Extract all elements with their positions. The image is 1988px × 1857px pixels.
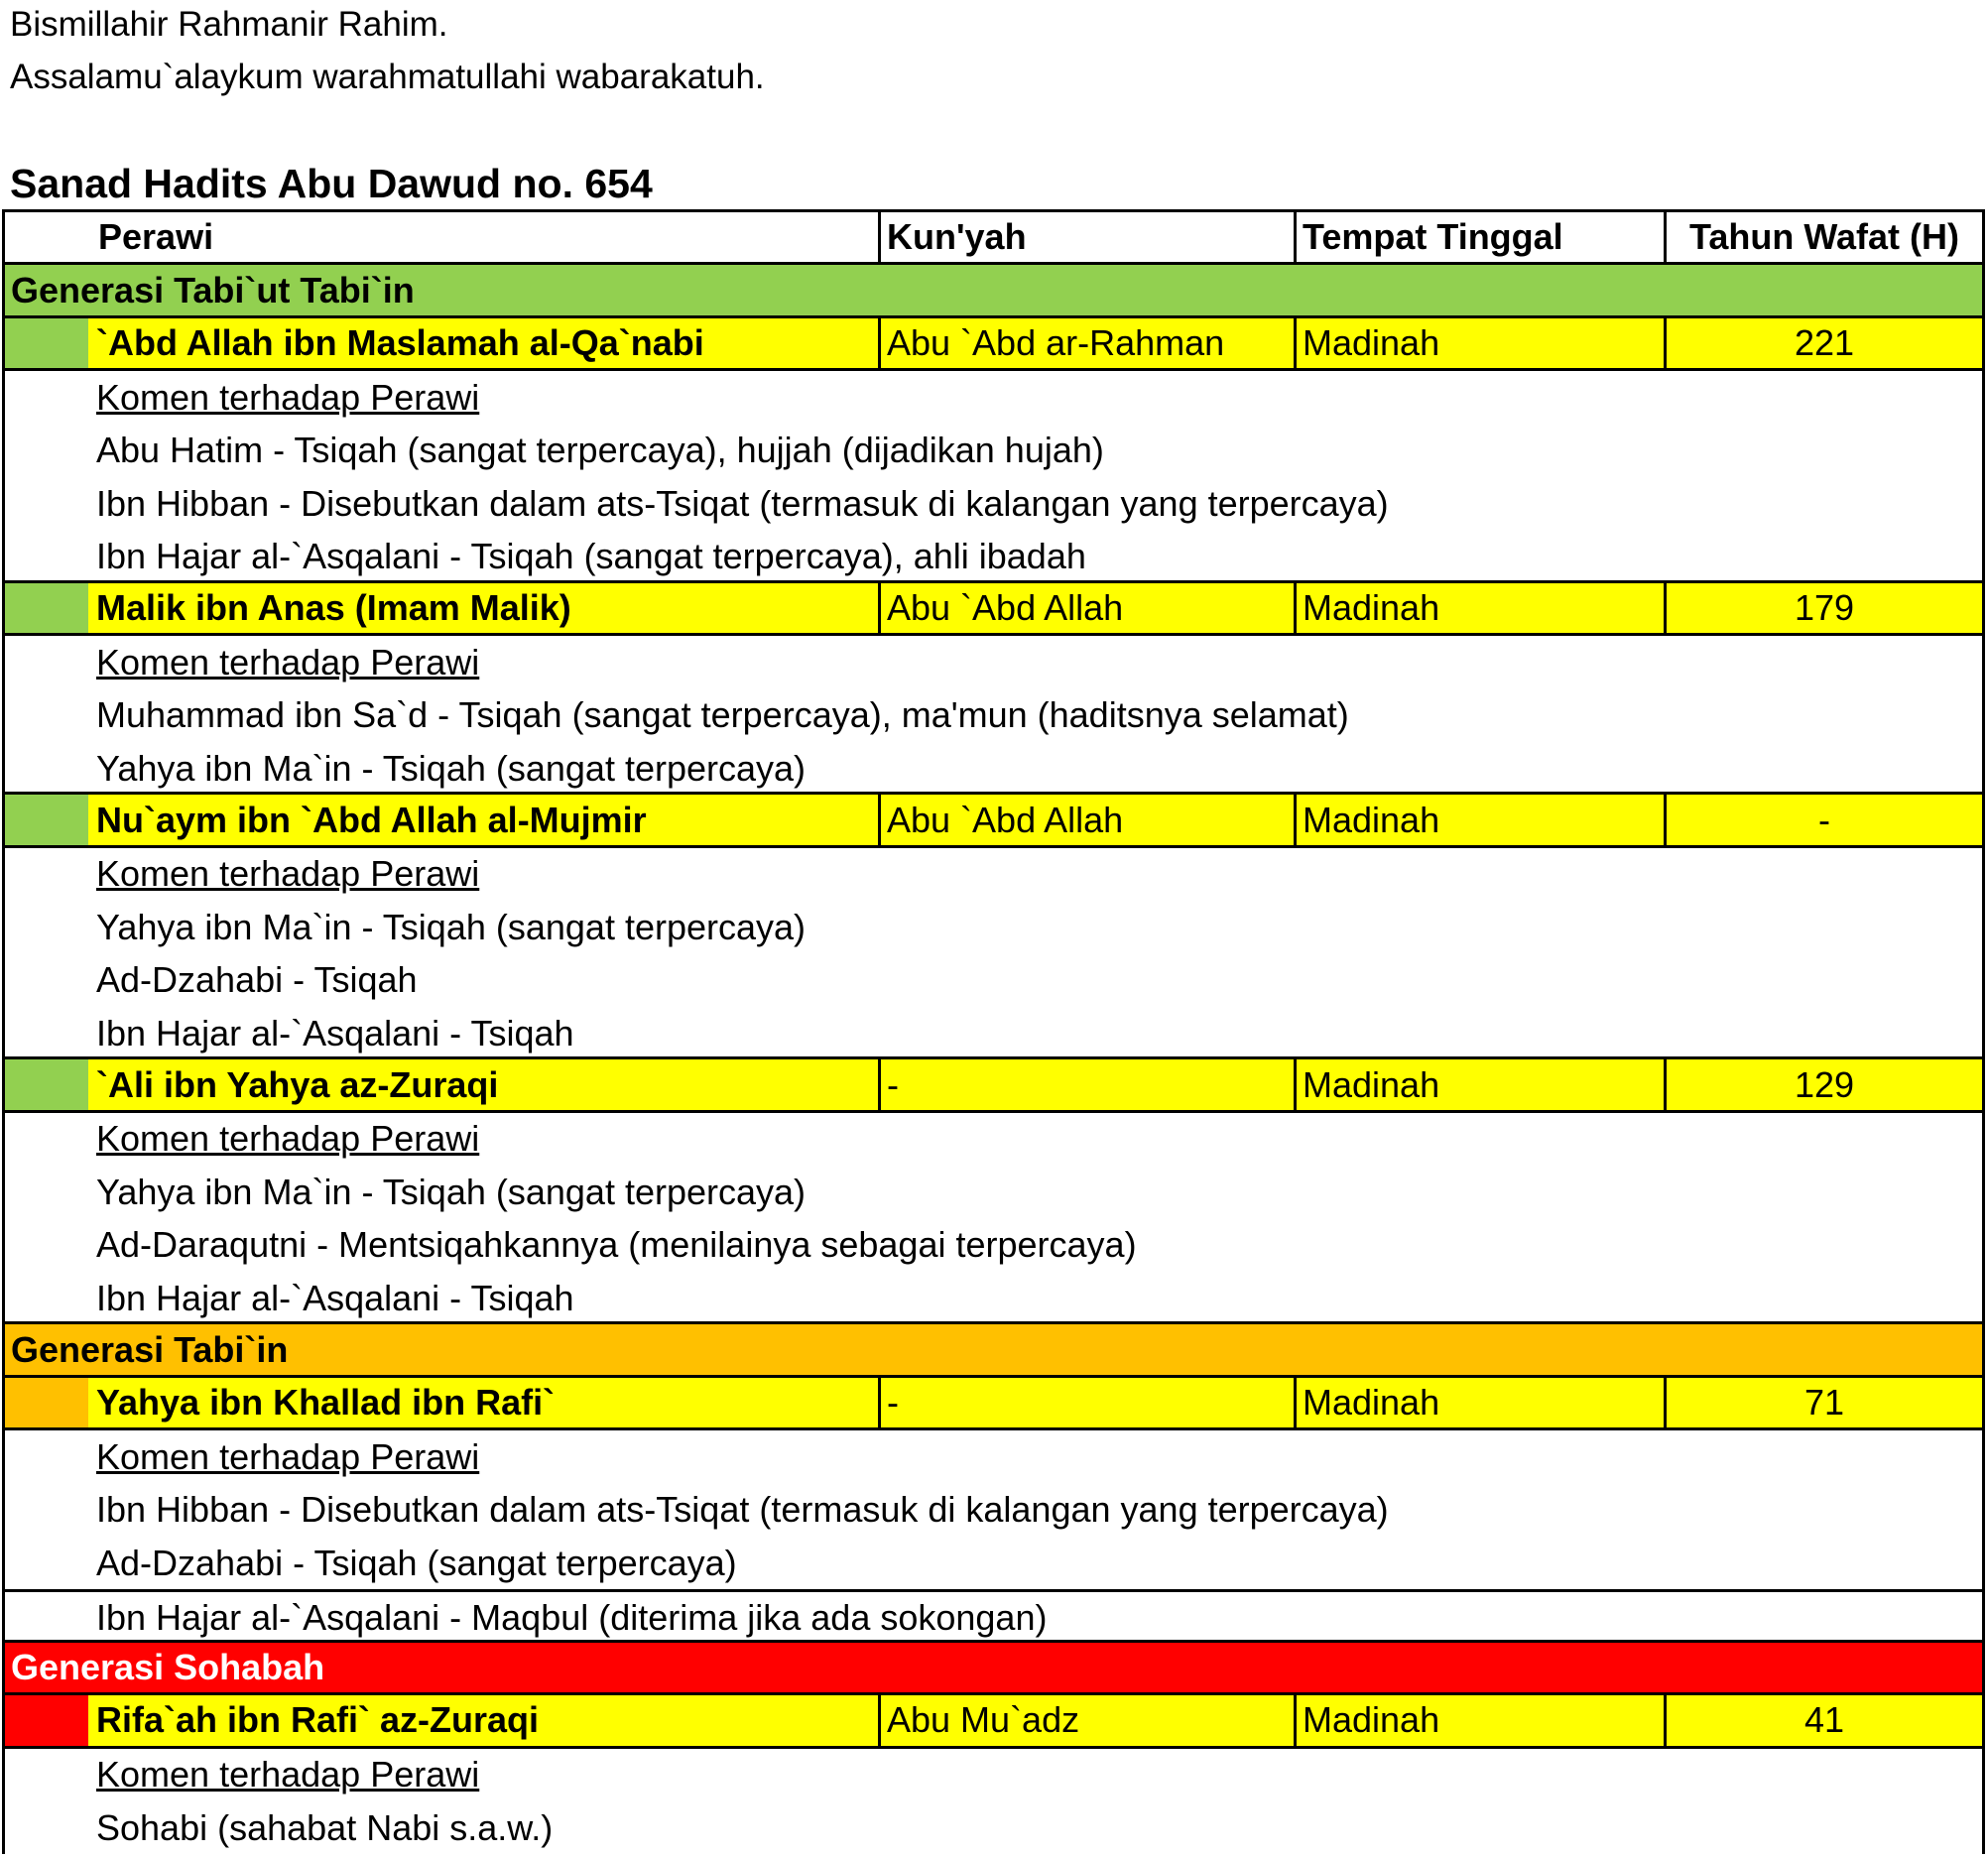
komen-row [5,1007,1982,1059]
komen-line: Ad-Dzahabi - Tsiqah [96,959,418,1001]
narrator-kunyah: Abu Mu`adz [878,1695,1294,1745]
generation-row [5,265,1982,317]
narrator-tempat-tinggal: Madinah [1294,318,1664,368]
narrator-name: `Ali ibn Yahya az-Zuraqi [96,1063,499,1105]
narrator-row [5,1695,1982,1748]
komen-title: Komen terhadap Perawi [96,641,480,682]
narrator-name: Malik ibn Anas (Imam Malik) [96,586,571,628]
generation-marker [5,795,88,844]
komen-title-row [5,636,1982,688]
header-tempat-tinggal: Tempat Tinggal [1294,212,1664,262]
narrator-tahun-wafat: 179 [1664,583,1982,633]
table-header-row [5,212,1982,265]
komen-line: Ad-Daraqutni - Mentsiqahkannya (menilainya sebagai terpercaya) [96,1224,1137,1266]
narrator-name: `Abd Allah ibn Maslamah al-Qa`nabi [96,321,704,363]
komen-row [5,1537,1982,1589]
komen-row [5,901,1982,953]
narrator-row [5,1059,1982,1112]
narrator-row [5,795,1982,847]
narrator-tempat-tinggal: Madinah [1294,1695,1664,1745]
narrator-kunyah: Abu `Abd ar-Rahman [878,318,1294,368]
komen-line: Ibn Hajar al-`Asqalani - Tsiqah [96,1277,574,1318]
narrator-name: Yahya ibn Khallad ibn Rafi` [96,1381,556,1423]
komen-line: Ibn Hajar al-`Asqalani - Tsiqah [96,1012,574,1053]
komen-row [5,425,1982,477]
komen-row [5,1484,1982,1537]
generation-label: Generasi Tabi`ut Tabi`in [11,269,415,310]
narrator-tahun-wafat: 221 [1664,318,1982,368]
komen-line: Yahya ibn Ma`in - Tsiqah (sangat terpercaya) [96,747,807,789]
komen-line: Ad-Dzahabi - Tsiqah (sangat terpercaya) [96,1542,737,1583]
komen-title-row [5,371,1982,424]
generation-marker [5,1695,88,1745]
narrator-tahun-wafat: 41 [1664,1695,1982,1745]
narrator-row [5,1378,1982,1430]
generation-marker [5,583,88,633]
generation-label: Generasi Sohabah [11,1646,325,1687]
narrator-row [5,318,1982,371]
komen-row [5,689,1982,742]
komen-row [5,742,1982,795]
narrator-kunyah: - [878,1059,1294,1109]
narrator-kunyah: Abu `Abd Allah [878,795,1294,844]
komen-title: Komen terhadap Perawi [96,1754,480,1795]
komen-line: Abu Hatim - Tsiqah (sangat terpercaya), hujjah (dijadikan hujah) [96,430,1104,471]
sanad-table [2,209,1985,1854]
komen-line: Ibn Hajar al-`Asqalani - Maqbul (diterima jika ada sokongan) [96,1596,1048,1638]
header-perawi: Perawi [98,216,214,257]
komen-line: Yahya ibn Ma`in - Tsiqah (sangat terpercaya) [96,906,807,947]
komen-title-row [5,848,1982,901]
narrator-kunyah: Abu `Abd Allah [878,583,1294,633]
header-kunyah: Kun'yah [878,212,1294,262]
narrator-kunyah: - [878,1378,1294,1427]
komen-row [5,954,1982,1007]
komen-line: Muhammad ibn Sa`d - Tsiqah (sangat terpercaya), ma'mun (haditsnya selamat) [96,694,1349,736]
komen-title-row [5,1430,1982,1483]
narrator-tempat-tinggal: Madinah [1294,1378,1664,1427]
komen-title-row [5,1749,1982,1801]
greeting-line-1: Bismillahir Rahmanir Rahim. [10,5,448,44]
narrator-tahun-wafat: 129 [1664,1059,1982,1109]
komen-line: Ibn Hibban - Disebutkan dalam ats-Tsiqat (termasuk di kalangan yang terpercaya) [96,482,1389,524]
komen-row [5,1272,1982,1324]
generation-marker [5,1059,88,1109]
komen-row [5,477,1982,530]
generation-marker [5,318,88,368]
komen-title: Komen terhadap Perawi [96,1118,480,1160]
komen-line: Ibn Hibban - Disebutkan dalam ats-Tsiqat (termasuk di kalangan yang terpercaya) [96,1489,1389,1531]
komen-row [5,1801,1982,1854]
komen-row [5,1166,1982,1218]
generation-marker [5,1378,88,1427]
narrator-tahun-wafat: - [1664,795,1982,844]
generation-label: Generasi Tabi`in [11,1328,289,1370]
narrator-name: Nu`aym ibn `Abd Allah al-Mujmir [96,799,647,840]
narrator-name: Rifa`ah ibn Rafi` az-Zuraqi [96,1699,540,1741]
narrator-row [5,583,1982,636]
narrator-tempat-tinggal: Madinah [1294,583,1664,633]
komen-line: Yahya ibn Ma`in - Tsiqah (sangat terpercaya) [96,1171,807,1212]
komen-line: Ibn Hajar al-`Asqalani - Tsiqah (sangat terpercaya), ahli ibadah [96,536,1086,577]
narrator-tahun-wafat: 71 [1664,1378,1982,1427]
greeting-line-2: Assalamu`alaykum warahmatullahi wabarakatuh. [10,58,765,96]
komen-row [5,1219,1982,1272]
generation-row [5,1324,1982,1377]
komen-title: Komen terhadap Perawi [96,853,480,895]
komen-title-row [5,1113,1982,1166]
generation-row [5,1643,1982,1695]
page-title: Sanad Hadits Abu Dawud no. 654 [10,161,653,206]
komen-row [5,530,1982,582]
komen-title: Komen terhadap Perawi [96,1435,480,1477]
narrator-tempat-tinggal: Madinah [1294,1059,1664,1109]
narrator-tempat-tinggal: Madinah [1294,795,1664,844]
komen-line: Sohabi (sahabat Nabi s.a.w.) [96,1806,554,1848]
komen-title: Komen terhadap Perawi [96,376,480,418]
header-tahun-wafat: Tahun Wafat (H) [1664,212,1982,262]
komen-row [5,1589,1982,1642]
